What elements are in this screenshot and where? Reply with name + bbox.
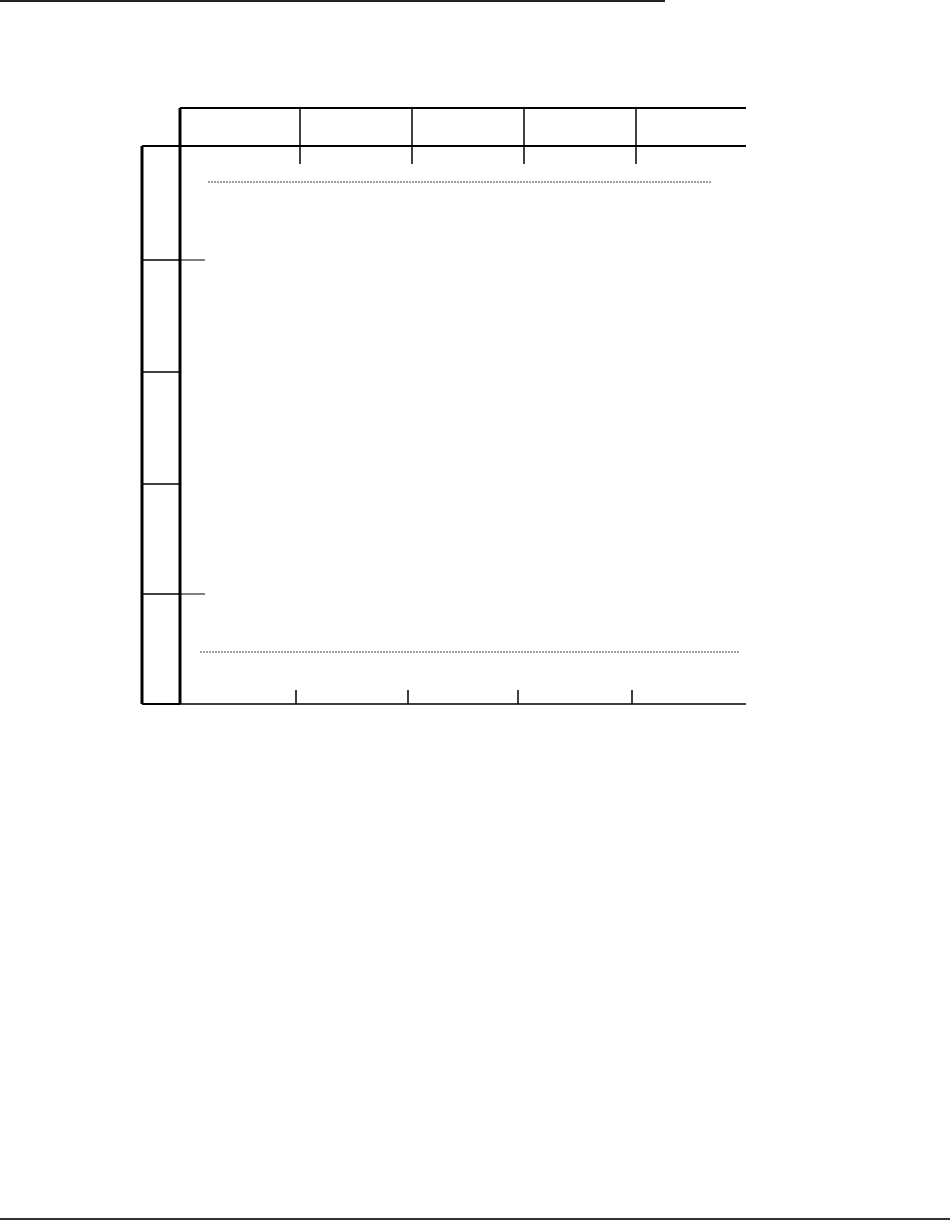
bottom-rule [0, 1218, 950, 1220]
